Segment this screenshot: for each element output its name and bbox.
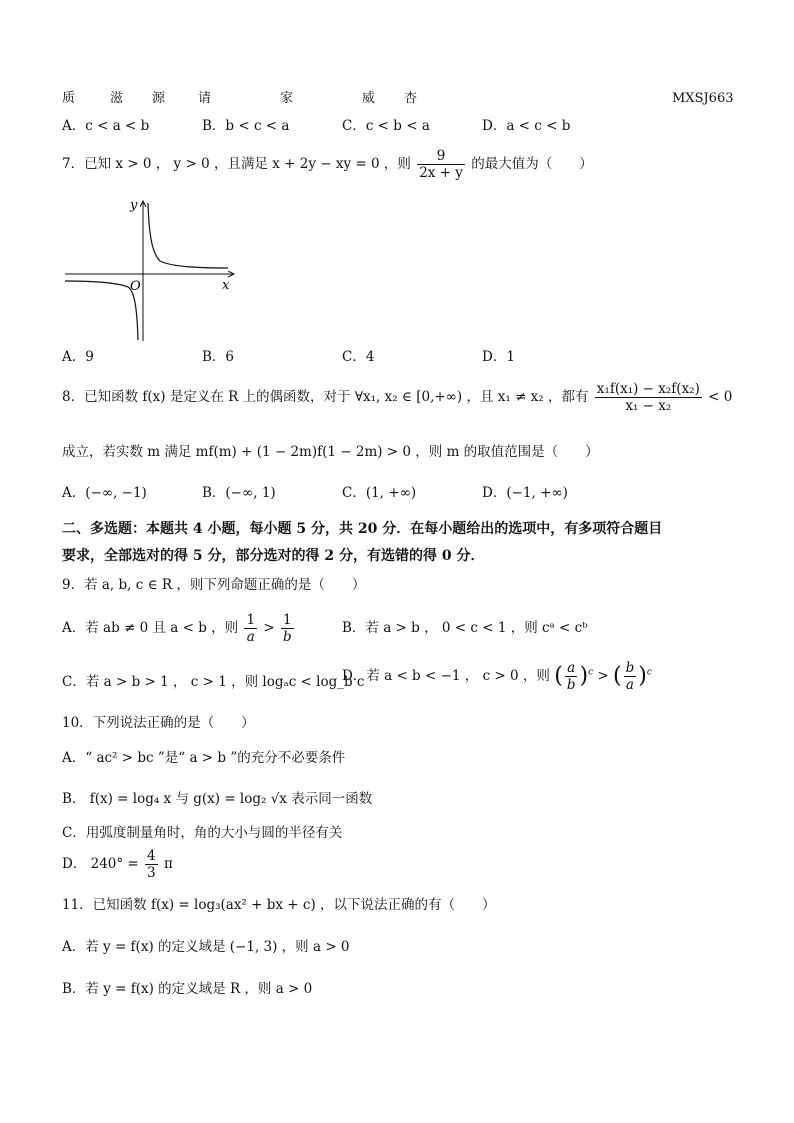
header-char-5: 家 [280,91,294,106]
header-char-4: 请 [198,91,212,106]
q6-option-c: C．c < b < a [342,118,430,134]
q8-stem-pre: 8．已知函数 f(x) 是定义在 R 上的偶函数，对于 ∀x₁, x₂ ∈ [0,+∞) ，且 x₁ ≠ x₂ ，都有 [62,389,589,405]
q10-option-a: A．“ ac² > bc ”是“ a > b ”的充分不必要条件 [62,750,346,766]
q10-d-den: 3 [147,865,156,881]
q6-option-d: D．a < c < b [482,118,571,134]
header-char-3: 源 [152,91,166,106]
q8-option-c: C．(1, +∞) [342,485,417,501]
q7-hyperbola-graph [60,195,240,345]
q10-option-b: B． f(x) = log₄ x 与 g(x) = log₂ √x 表示同一函数 [62,791,373,807]
header-char-2: 滋 [110,91,124,106]
header-code: MXSJ663 [672,91,734,106]
section2-line2: 要求，全部选对的得 5 分，部分选对的得 2 分，有选错的得 0 分． [62,548,485,564]
q9-a-frac-1: $\frac{1}{a}$ [246,612,256,645]
q7-stem-post: 的最大值为（ ） [471,156,593,172]
q8-option-b: B．(−∞, 1) [202,485,276,501]
q8-option-a: A．(−∞, −1) [62,485,147,501]
q7-option-a: A．9 [62,349,94,365]
q9-d-pre: D．若 a < b < −1 ， c > 0 ，则 [342,668,550,684]
q9-stem: 9．若 a, b, c ∈ R ，则下列命题正确的是（ ） [62,577,366,593]
q10-option-c: C．用弧度制量角时，角的大小与圆的半径有关 [62,825,343,841]
hyperbola-right-branch [148,203,228,268]
header-char-1: 质 [62,91,76,106]
q11-stem: 11．已知函数 f(x) = log₃(ax² + bx + c) ，以下说法正确的有（ ） [62,897,496,913]
y-axis-label: y [130,198,138,213]
q10-d-fraction [145,848,158,881]
q7-stem-pre: 7．已知 x > 0 ， y > 0 ，且满足 x + 2y − xy = 0 ，则 [62,156,411,172]
q8-option-d: D．(−1, +∞) [482,485,568,501]
q8-frac-num: x₁f(x₁) − x₂f(x₂) [596,381,700,397]
q7-stem [62,148,593,181]
q8-line2: 成立，若实数 m 满足 mf(m) + (1 − 2m)f(1 − 2m) > 0 ，则 m 的取值范围是（ ） [62,444,599,460]
origin-label: O [130,279,141,294]
q7-option-c: C．4 [342,349,375,365]
q11-option-b: B．若 y = f(x) 的定义域是 R ，则 a > 0 [62,981,313,997]
hyperbola-left-branch [65,281,138,340]
q9-option-d: D．若 a < b < −1 ， c > 0 ，则 ( $\frac{a}{b}$ )$^c$ > ( $\frac{b}{a}$ )$^c$ [342,660,652,693]
q10-stem: 10．下列说法正确的是（ ） [62,715,255,731]
q9-a-frac-2: $\frac{1}{b}$ [282,612,292,645]
q6-option-b: B．b < c < a [202,118,290,134]
q10-d-pre: D． 240° = [62,856,139,872]
q9-option-a: A．若 ab ≠ 0 且 a < b ，则 $\frac{1}{a}$ > $\frac{1}{b}$ [62,612,292,645]
q6-option-a: A．c < a < b [62,118,150,134]
q10-d-num: 4 [147,848,156,864]
q7-frac-num: 9 [417,148,465,165]
q8-frac-tail: < 0 [708,389,733,405]
q7-frac-den: 2x + y [419,165,463,181]
q11-option-a: A．若 y = f(x) 的定义域是 (−1, 3) ，则 a > 0 [62,939,350,955]
q10-d-post: π [163,856,173,872]
q10-option-d [62,848,173,881]
q7-option-d: D．1 [482,349,515,365]
header-char-7: 杏 [404,91,418,106]
q9-option-b: B．若 a > b ， 0 < c < 1 ，则 cᵃ < cᵇ [342,620,588,636]
x-axis-label: x [222,278,230,293]
q9-a-pre: A．若 ab ≠ 0 且 a < b ，则 [62,620,239,636]
q7-option-b: B．6 [202,349,235,365]
header-char-6: 威 [362,91,376,106]
q8-stem [62,381,732,414]
q8-fraction [595,381,702,414]
q8-frac-den: x₁ − x₂ [625,398,672,414]
q7-fraction [417,148,465,181]
q9-option-c: C．若 a > b > 1 ， c > 1 ，则 logₐc < log_b c [62,674,365,690]
section2-line1: 二、多选题：本题共 4 小题，每小题 5 分，共 20 分．在每小题给出的选项中，有多项符合题目 [62,521,663,537]
